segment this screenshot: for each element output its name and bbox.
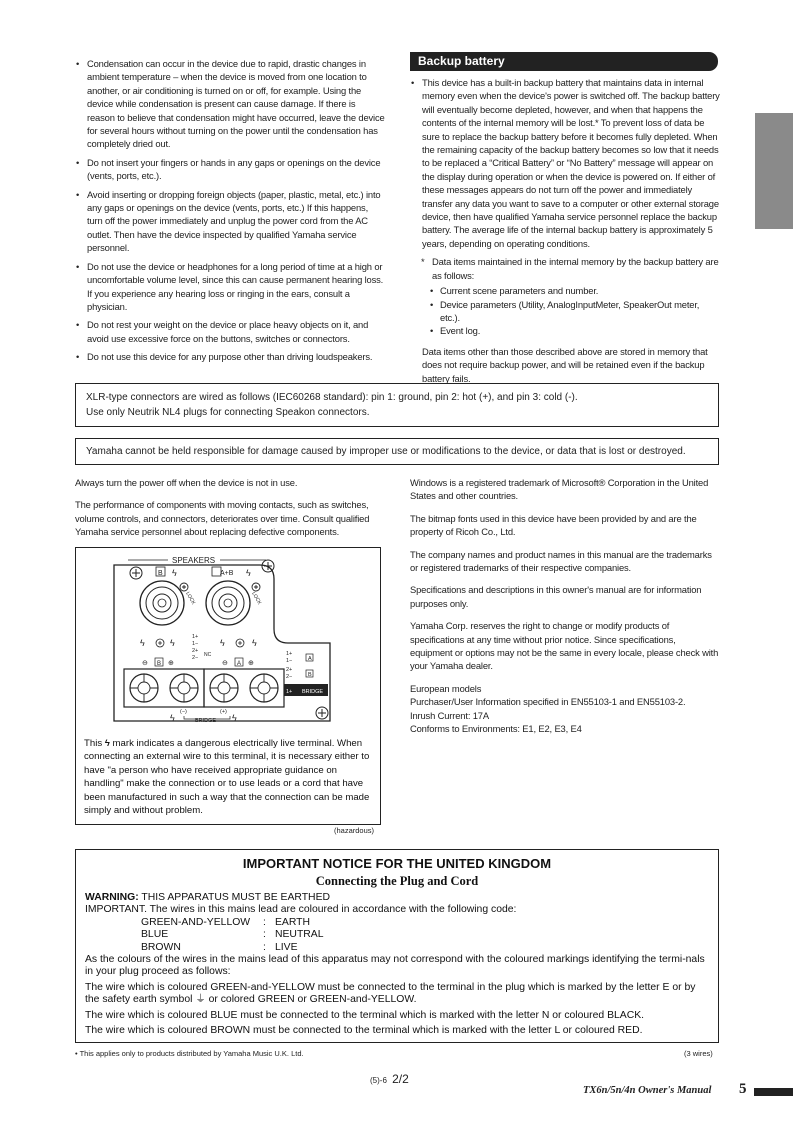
speakon-connector-b: [140, 581, 184, 625]
svg-text:1+: 1+: [286, 651, 293, 657]
xlr-notice-box: [75, 383, 719, 427]
live-terminal-icon: ϟ: [140, 638, 145, 648]
live-terminal-icon: ϟ: [232, 713, 237, 723]
uk-para-2: The wire which is coloured GREEN-and-YELLOW must be connected to the terminal in the plug which is marked by the letter E or by the safety earth symbol ⏚ or colored GREEN or GREEN-and-YELLOW.: [85, 981, 696, 1006]
manual-title: TX6n/5n/4n Owner's Manual: [583, 1085, 712, 1096]
list-item: • Do not rest your weight on the device or place heavy objects on it, and avoid use excessive force on the buttons, switches or connectors.: [75, 318, 385, 345]
trademarks-note: The company names and product names in this manual are the trademarks or registered trademarks of their respective companies.: [410, 548, 712, 574]
live-terminal-icon: ϟ: [170, 638, 175, 648]
live-terminal-icon: ϟ: [170, 713, 175, 723]
svg-text:⊕: ⊕: [248, 660, 254, 667]
colour-code-table: [85, 917, 709, 954]
yamaha-rights: Yamaha Corp. reserves the right to change or modify products of specifications at any time without prior notice. Since specifications, equipment or options may not be the same in every locale, please check with your Yamaha dealer.: [410, 620, 719, 672]
uk-warning: WARNING: THIS APPARATUS MUST BE EARTHED: [85, 892, 330, 903]
svg-text:B: B: [157, 661, 162, 667]
svg-text:⊕: ⊕: [168, 660, 174, 667]
svg-text:1+: 1+: [286, 689, 293, 695]
earth-symbol-icon: ⏚: [195, 994, 206, 1006]
label-ab: A+B: [220, 570, 234, 577]
lower-left-text: [75, 476, 385, 539]
backup-footer: Data items other than those described above are stored in memory that does not require backup power, and will be retained even if the backup battery fails.: [422, 345, 708, 384]
svg-text:A: A: [237, 661, 242, 667]
screw-icon: [262, 560, 274, 572]
backup-items: [410, 284, 720, 338]
backup-battery-heading: Backup battery: [410, 52, 718, 71]
colour-code-row: GREEN-AND-YELLOW : EARTH: [141, 916, 311, 928]
colour-code-row: BLUE : NEUTRAL: [141, 929, 324, 941]
disclaimer-box: [75, 438, 719, 465]
hazardous-caption: (hazardous): [334, 826, 375, 835]
svg-text:⊖: ⊖: [222, 660, 228, 667]
svg-text:1−: 1−: [286, 658, 293, 664]
uk-notice-box: [75, 849, 719, 1043]
svg-text:(−): (−): [180, 709, 187, 715]
pin-labels-right: [284, 651, 328, 696]
xlr-line-1: XLR-type connectors are wired as follows (IEC60268 standard): pin 1: ground, pin 2: hot (+), and pin 3: cold (-).: [86, 392, 578, 403]
speakon-connector-ab: [206, 581, 250, 625]
page-number: 5: [739, 1081, 747, 1097]
backup-battery-section: [410, 76, 720, 385]
screw-icon: [236, 639, 244, 647]
hazard-explanation: This ϟ mark indicates a dangerous electrically live terminal. When connecting an external wire to this terminal, it is necessary either to have "a person who have received appropriate guidance on handling" make the connection or to use leads or a cord that have been manufactured in such a way that the connection can be made simply and without problem.: [84, 738, 370, 817]
list-item: • Avoid inserting or dropping foreign objects (paper, plastic, metal, etc.) into any gaps or openings on the device (vents, ports, etc.) If this happens, turn off the power immediately and unplug the power cord from the AC outlet. Then have the device inspected by qualified Yamaha service personnel.: [75, 188, 385, 255]
colour-code-row: BROWN : LIVE: [141, 941, 298, 953]
uk-subtitle: Connecting the Plug and Cord: [315, 874, 479, 888]
xlr-line-2: Use only Neutrik NL4 plugs for connecting Speakon connectors.: [86, 407, 370, 418]
svg-text:A: A: [308, 656, 312, 662]
page-bar: [754, 1088, 793, 1096]
list-item: • Device parameters (Utility, AnalogInputMeter, SpeakerOut meter, etc.).: [430, 298, 720, 325]
svg-text:NC: NC: [204, 652, 212, 658]
screw-icon: [180, 583, 188, 591]
speaker-panel-diagram: [80, 551, 344, 731]
screw-icon: [130, 567, 142, 579]
ricoh-fonts: The bitmap fonts used in this device have been provided by and are the property of Ricoh Co., Ltd.: [410, 512, 697, 538]
live-terminal-icon: ϟ: [104, 738, 110, 749]
screw-icon: [156, 639, 164, 647]
svg-text:2+: 2+: [286, 667, 293, 673]
pin-labels-mid: [192, 634, 212, 661]
lock-label: LOCK: [184, 591, 197, 606]
uk-para-1: As the colours of the wires in the mains lead of this apparatus may not correspond with the coloured markings identifying the termi-nals in your plug proceed as follows:: [85, 954, 705, 978]
svg-text:2−: 2−: [192, 655, 199, 661]
svg-text:BRIDGE: BRIDGE: [195, 718, 217, 724]
svg-text:2+: 2+: [192, 648, 199, 654]
precautions-list: [75, 57, 385, 364]
list-item: • Current scene parameters and number.: [430, 284, 720, 297]
live-terminal-icon: ϟ: [252, 638, 257, 648]
uk-para-4: The wire which is coloured BROWN must be connected to the terminal which is marked with the letter L or coloured RED.: [85, 1025, 643, 1037]
speakers-label: SPEAKERS: [172, 556, 216, 565]
right-lower-column: [410, 476, 720, 736]
doc-code: (5)-6 2/2: [370, 1072, 409, 1086]
label-b: B: [158, 570, 163, 577]
svg-text:1−: 1−: [192, 641, 199, 647]
european-models: European models Purchaser/User Information specified in EN55103-1 and EN55103-2. Inrush Current: 17A Conforms to Environments: E1, E2, E3, E4: [410, 682, 686, 735]
uk-footnote: • This applies only to products distributed by Yamaha Music U.K. Ltd.: [75, 1049, 304, 1058]
uk-important: IMPORTANT. The wires in this mains lead are coloured in accordance with the following code:: [85, 904, 517, 916]
specs-note: Specifications and descriptions in this owner's manual are for information purposes only.: [410, 584, 702, 609]
windows-trademark: Windows is a registered trademark of Microsoft® Corporation in the United States and other countries.: [410, 477, 709, 502]
svg-text:(+): (+): [220, 709, 227, 715]
components-note: The performance of components with moving contacts, such as switches, volume controls, and connectors, deteriorates over time. Consult qualified Yamaha service personnel about replacing defective components.: [75, 499, 370, 538]
list-item: • Condensation can occur in the device due to rapid, drastic changes in ambient temperature – when the device is moved from one location to another, or air conditioning is turned on or off, for example. Using the device while condensation is present can cause damage. If there is reason to believe that condensation might have occurred, leave the device for several hours without turning on the power until the condensation has completely dried out.: [75, 57, 385, 151]
binding-posts-right: [204, 669, 284, 707]
lock-label: LOCK: [250, 591, 263, 606]
left-column: [75, 57, 385, 369]
svg-text:1+: 1+: [192, 634, 199, 640]
uk-para-3: The wire which is coloured BLUE must be connected to the terminal which is marked with the letter N or coloured BLACK.: [85, 1009, 645, 1021]
power-off-note: Always turn the power off when the device is not in use.: [75, 477, 298, 488]
svg-text:B: B: [308, 672, 312, 678]
live-terminal-icon: ϟ: [172, 568, 177, 578]
screw-icon: [316, 707, 328, 719]
live-terminal-icon: ϟ: [246, 568, 251, 578]
uk-title: IMPORTANT NOTICE FOR THE UNITED KINGDOM: [242, 856, 552, 871]
list-item: • Do not use the device or headphones for a long period of time at a high or uncomfortable volume level, since this can cause permanent hearing loss. If you experience any hearing loss or ringing in the ears, consult a physician.: [75, 260, 385, 314]
list-item: • Do not insert your fingers or hands in any gaps or openings on the device (vents, ports, etc.).: [75, 156, 385, 183]
disclaimer-text: Yamaha cannot be held responsible for damage caused by improper use or modifications to the device, or data that is lost or destroyed.: [86, 446, 686, 457]
list-item: • Do not use this device for any purpose other than driving loudspeakers.: [75, 350, 385, 363]
live-terminal-icon: ϟ: [220, 638, 225, 648]
binding-posts-left: [124, 669, 204, 707]
screw-icon: [252, 583, 260, 591]
backup-battery-text: • This device has a built-in backup battery that maintains data in internal memory even when the device's power is switched off. The backup battery will eventually become depleted, however, and when that happens the contents of the internal memory will be lost.* To prevent loss of data be sure to replace the backup battery before it becomes fully depleted. When the remaining capacity of the backup battery becomes so low that it needs to be replaced a “Critical Battery” or “No Battery” message will appear on the display during operation or when the device is powered on. If either of these messages appears do not turn off the power and immediately transfer any data you want to save to a computer or other external storage device, then have qualified Yamaha service personnel replace the backup battery. The average life of the internal backup battery is approximately 5 years, depending on operating conditions.: [410, 76, 720, 250]
asterisk: *: [421, 256, 425, 268]
label-minus-b: ⊖: [142, 660, 148, 667]
bridge-label: BRIDGE: [302, 689, 324, 695]
wires-note: (3 wires): [684, 1049, 713, 1058]
list-item: • Event log.: [430, 324, 720, 337]
backup-note: * Data items maintained in the internal memory by the backup battery are as follows:: [421, 256, 719, 281]
svg-text:2−: 2−: [286, 674, 293, 680]
section-tab: [755, 113, 793, 229]
